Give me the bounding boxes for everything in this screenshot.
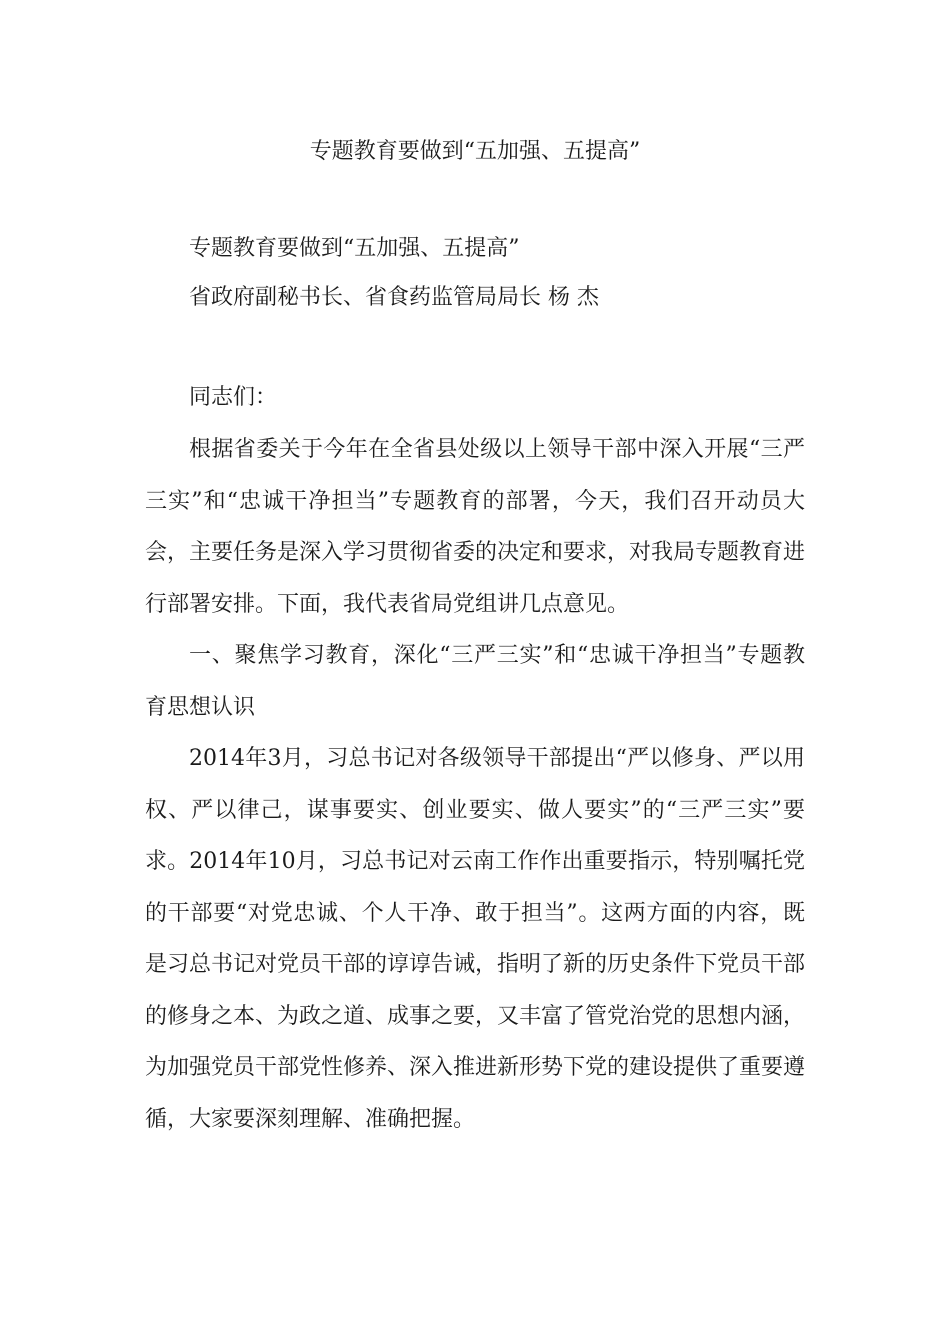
paragraph-intro: 根据省委关于今年在全省县处级以上领导干部中深入开展“三严三实”和“忠诚干净担当”专题教育的部署，今天，我们召开动员大会，主要任务是深入学习贯彻省委的决定和要求，对我局专题教育进行部署安排。下面，我代表省局党组讲几点意见。 — [145, 437, 806, 617]
salutation-block — [145, 382, 805, 414]
document-body — [145, 424, 805, 1145]
author-line: 省政府副秘书长、省食药监管局局长 杨 杰 — [189, 285, 599, 310]
section-heading-1: 一、聚焦学习教育，深化“三严三实”和“忠诚干净担当”专题教育思想认识 — [145, 643, 805, 720]
document-title: 专题教育要做到“五加强、五提高” — [309, 139, 641, 164]
document-header — [145, 233, 805, 331]
salutation: 同志们： — [189, 385, 278, 410]
document-subtitle: 专题教育要做到“五加强、五提高” — [189, 236, 520, 261]
paragraph-section-1: 2014年3月，习总书记对各级领导干部提出“严以修身、严以用权、严以律己，谋事要实、创业要实、做人要实”的“三严三实”要求。2014年10月，习总书记对云南工作作出重要指示，特别嘱托党的干部要“对党忠诚、个人干净、敢于担当”。这两方面的内容，既是习总书记对党员干部的谆谆告诫，指明了新的历史条件下党员干部的修身之本、为政之道、成事之要，又丰富了管党治党的思想内涵，为加强党员干部党性修养、深入推进新形势下党的建设提供了重要遵循，大家要深刻理解、准确把握。 — [145, 746, 806, 1132]
